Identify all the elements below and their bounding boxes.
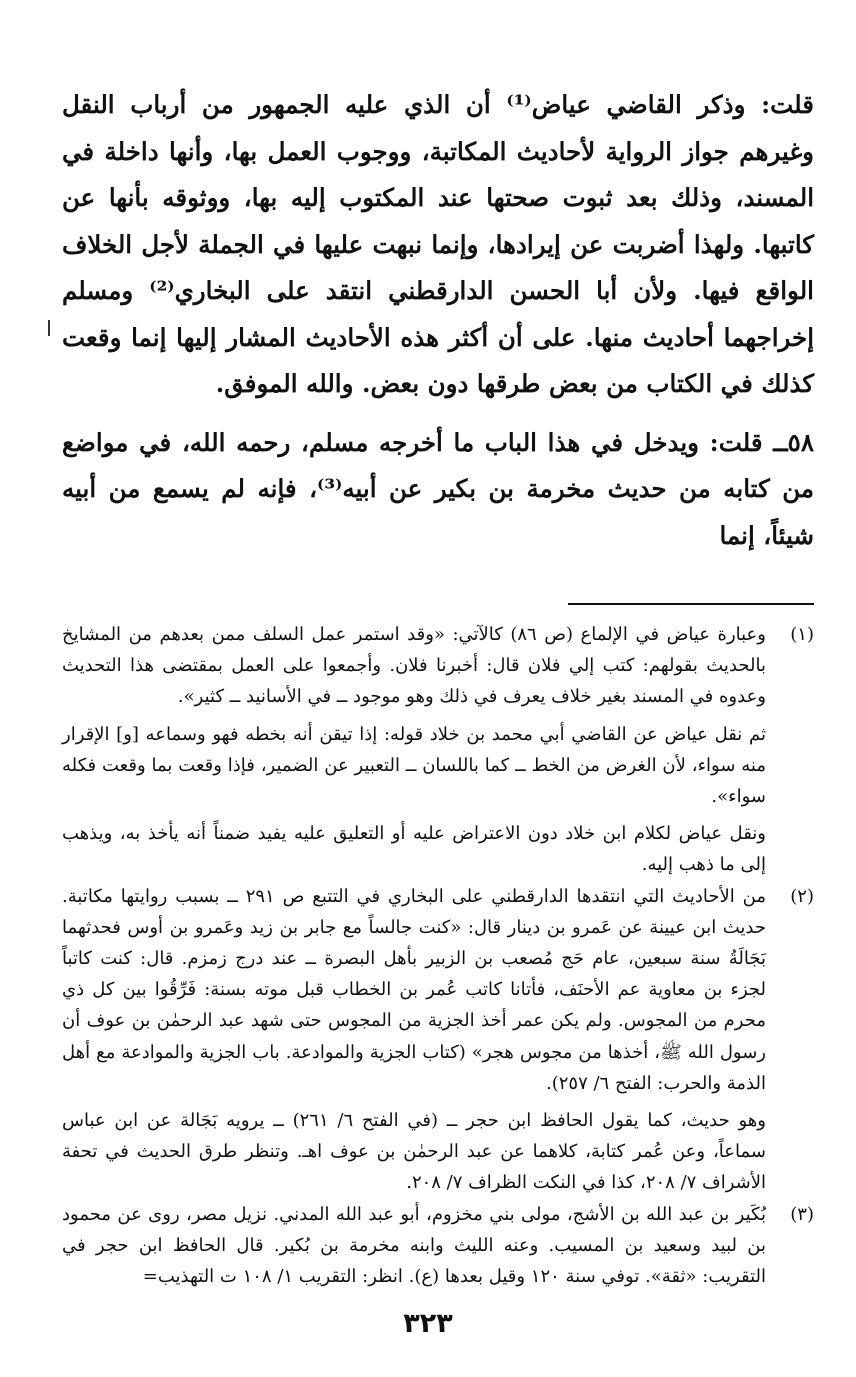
footnote-number: (٣)	[790, 1203, 814, 1225]
footnote-paragraph: ونقل عياض لكلام ابن خلاد دون الاعتراض عليه أو التعليق عليه يفيد ضمناً أنه يأخذ به، ويذهب إلى ما ذهب إليه.	[62, 823, 766, 876]
footnote-paragraph: بُكَير بن عبد الله بن الأشج، مولى بني مخزوم، أبو عبد الله المدني. نزيل مصر، روى عن محمود بن لبيد وسعيد بن المسيب. وعنه الليث وابنه مخرمة بن بُكير. قال الحافظ ابن حجر في التقريب: «ثقة». توفي سنة ١٢٠ وقيل بعدها (ع). انظر: التقريب ١/ ١٠٨ ت التهذيب=	[62, 1203, 766, 1288]
footnote-number: (١)	[790, 624, 814, 645]
footnote-separator	[568, 603, 814, 605]
footnote-number: (٢)	[790, 885, 814, 907]
margin-mark	[48, 320, 50, 336]
footnote-body	[62, 1199, 766, 1293]
footnote-3	[62, 1199, 814, 1293]
footnote-body	[62, 881, 766, 1199]
footnote-paragraph: ثم نقل عياض عن القاضي أبي محمد بن خلاد قوله: إذا تيقن أنه بخطه فهو وسماعه [و] الإقرار منه سواء، لأن الغرض من الخط ــ كما باللسان ــ التعبير عن الضمير، فإذا وقعت بما وقعت فكله سواء».	[62, 723, 766, 808]
footnote-paragraph: من الأحاديث التي انتقدها الدارقطني على البخاري في التتبع ص ٢٩١ ــ بسبب روايتها مكاتبة. حديث ابن عيينة عن عَمرو بن دينار قال: «كنت جالساً مع جابر بن زيد وعَمرو بن أوس فحدثهما بَجَالَةُ سنة سبعين، عام حَج مُصعب بن الزبير بأهل البصرة ــ عند درج زمزم. قال: كنت كاتباً لجزء بن معاوية عم الأحنَف، فأتانا كاتب عُمر بن الخطاب قبل موته بسنة: فَرِّقُوا بين كل ذي محرم من المجوس. ولم يكن عمر أخذ الجزية من المجوس حتى شهد عبد الرحمٰن بن عوف أن رسول الله ﷺ، أخذها من مجوس هجر» (كتاب الجزية والموادعة. باب الجزية والموادعة مع أهل الذمة والحرب: الفتح ٦/ ٢٥٧).	[62, 885, 766, 1094]
main-paragraph-1: قلت: وذكر القاضي عياض⁽¹⁾ أن الذي عليه الجمهور من أرباب النقل وغيرهم جواز الرواية لأحاديث المكاتبة، ووجوب العمل بها، وأنها داخلة في المسند، وذلك بعد ثبوت صحتها عند المكتوب إليه بها، ووثوقه بأنها عن كاتبها. ولهذا أضربت عن إيرادها، وإنما نبهت عليها في الجملة لأجل الخلاف الواقع فيها. ولأن أبا الحسن الدارقطني انتقد على البخاري⁽²⁾ ومسلم إخراجهما أحاديث منها. على أن أكثر هذه الأحاديث المشار إليها إنما وقعت كذلك في الكتاب من بعض طرقها دون بعض. والله الموفق.	[62, 90, 814, 398]
main-text	[62, 82, 814, 559]
footnote-paragraph: وهو حديث، كما يقول الحافظ ابن حجر ــ (في الفتح ٦/ ٢٦١) ــ يرويه بَجَالة عن ابن عباس سماعاً، وعن عُمر كتابة، كلاهما عن عبد الرحمٰن بن عوف اهـ. وتنظر طرق الحديث في تحفة الأشراف ٧/ ٢٠٨، كذا في النكت الظراف ٧/ ٢٠٨.	[62, 1110, 766, 1194]
footnotes	[62, 619, 814, 1292]
footnote-body	[62, 619, 766, 881]
page-number: ٣٢٣	[403, 1308, 453, 1339]
footnote-2	[62, 881, 814, 1199]
main-paragraph-2: ٥٨ــ قلت: ويدخل في هذا الباب ما أخرجه مسلم، رحمه الله، في مواضع من كتابه من حديث مخرمة بن بكير عن أبيه⁽³⁾، فإنه لم يسمع من أبيه شيئاً، إنما	[62, 427, 814, 550]
footnote-1	[62, 619, 814, 881]
footnote-paragraph: وعبارة عياض في الإلماع (ص ٨٦) كالآتي: «وقد استمر عمل السلف ممن بعدهم من المشايخ بالحديث بقولهم: كتب إلي فلان قال: أخبرنا فلان. وأجمعوا على العمل بمقتضى هذا التحديث وعدوه في المسند بغير خلاف يعرف في ذلك وهو موجود ــ في الأسانيد ــ كثير».	[62, 624, 766, 708]
